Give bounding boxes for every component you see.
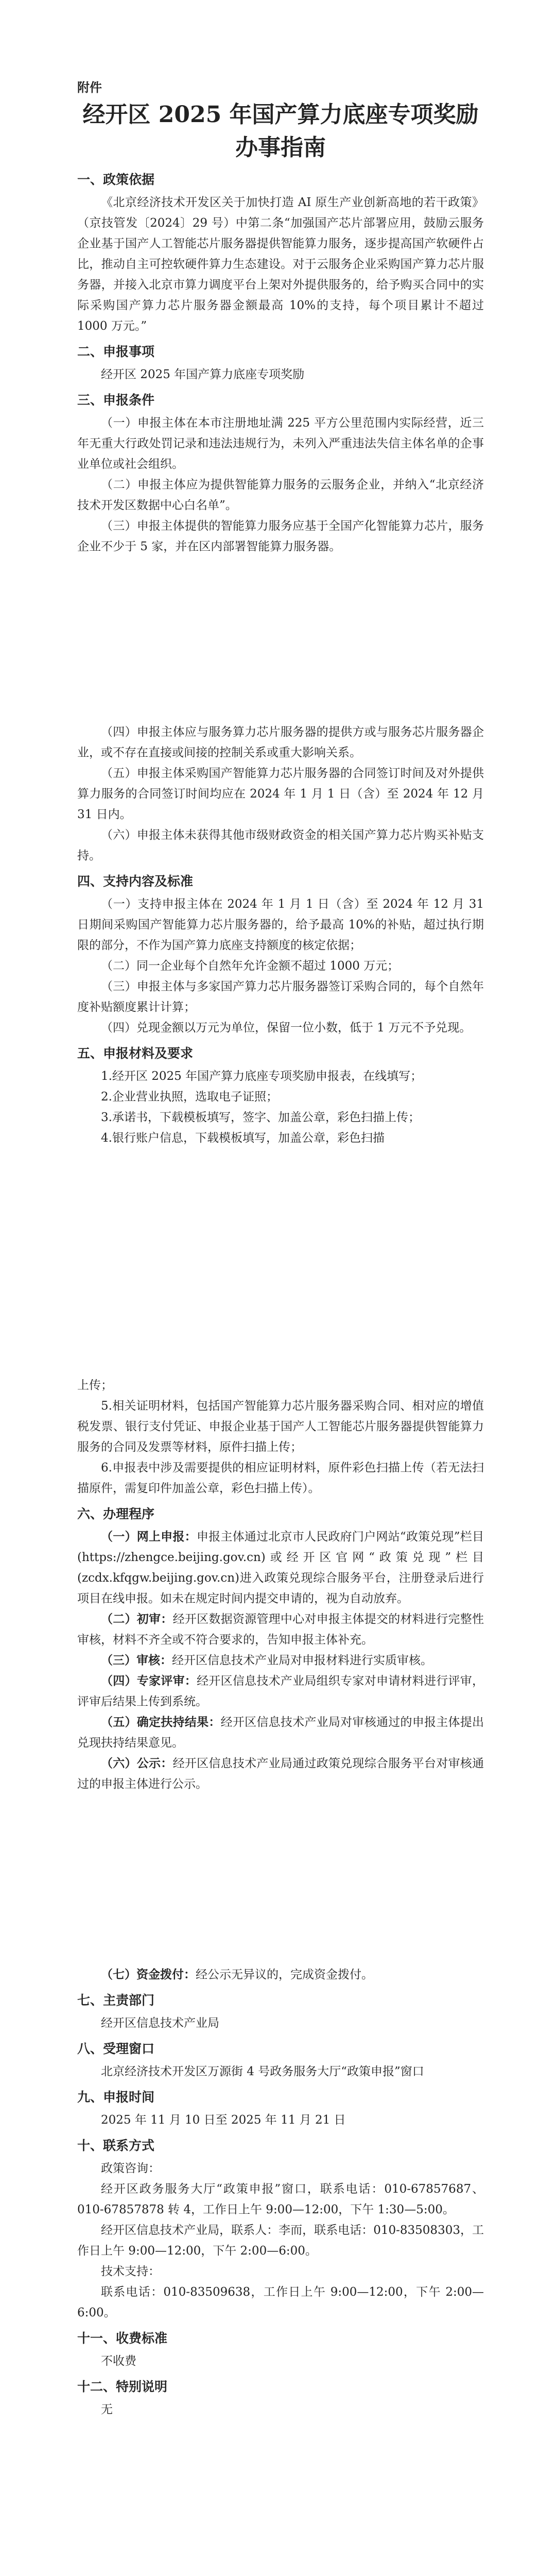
- contact-item: 经开区信息技术产业局，联系人：李而，联系电话：010-83508303，工作日上午 9:00—12:00，下午 2:00—6:00。: [77, 2224, 484, 2258]
- document-title-line1: 经开区 2025 年国产算力底座专项奖励: [82, 101, 479, 128]
- contact-item: 联系电话：010-83509638，工作日上午 9:00—12:00，下午 2:00—6:00。: [77, 2285, 484, 2319]
- material-item: 5.相关证明材料，包括国产智能算力芯片服务器采购合同、相对应的增值税发票、银行支付凭证、申报企业基于国产人工智能芯片服务器提供智能算力服务的合同及发票等材料，原件扫描上传；: [77, 1399, 484, 1454]
- support-item: （二）同一企业每个自然年允许金额不超过 1000 万元；: [101, 959, 399, 973]
- section-heading-application-item: 二、申报事项: [77, 344, 155, 359]
- section-heading-contact: 十、联系方式: [77, 2138, 155, 2153]
- section-heading-materials: 五、申报材料及要求: [77, 1046, 194, 1061]
- step-text: 经开区信息技术产业局对申报材料进行实质审核。: [172, 1654, 432, 1667]
- condition-item: （四）申报主体应与服务算力芯片服务器的提供方或与服务芯片服务器企业，或不存在直接或间接的控制关系或重大影响关系。: [77, 725, 484, 759]
- step-text: 经开区信息技术产业局对审核通过的申报主体提出兑现扶持结果意见。: [77, 1716, 484, 1750]
- step-label: （七）资金拨付：: [101, 1968, 196, 1981]
- material-item: 3.承诺书，下载模板填写，签字、加盖公章，彩色扫描上传；: [101, 1111, 420, 1124]
- step-label: （五）确定扶持结果：: [101, 1716, 221, 1729]
- condition-item: （五）申报主体采购国产智能算力芯片服务器的合同签订时间及对外提供算力服务的合同签订时间均应在 2024 年 1 月 1 日（含）至 2024 年 12 月 31 日内。: [77, 767, 484, 821]
- support-item: （四）兑现金额以万元为单位，保留一位小数，低于 1 万元不予兑现。: [101, 1021, 472, 1035]
- material-item: 6.申报表中涉及需要提供的相应证明材料，原件彩色扫描上传（若无法扫描原件，需复印件加盖公章，彩色扫描上传）。: [77, 1461, 484, 1495]
- step-label: （六）公示：: [101, 1757, 173, 1770]
- page-gap: [77, 1148, 484, 1375]
- section-heading-department: 七、主责部门: [77, 1993, 155, 2008]
- document-title-line2: 办事指南: [235, 134, 326, 161]
- section-heading-conditions: 三、申报条件: [77, 393, 155, 408]
- material-item: 4.银行账户信息，下载模板填写，加盖公章，彩色扫描: [101, 1131, 385, 1145]
- procedure-step: [77, 1712, 484, 1753]
- step-label: （三）审核：: [101, 1654, 172, 1667]
- paragraph: 不收费: [101, 2354, 136, 2368]
- step-label: （四）专家评审：: [101, 1674, 197, 1688]
- condition-item: （二）申报主体应为提供智能算力服务的云服务企业，并纳入“北京经济技术开发区数据中心白名单”。: [77, 478, 484, 512]
- material-item: 1.经开区 2025 年国产算力底座专项奖励申报表，在线填写；: [101, 1070, 423, 1083]
- procedure-step: [77, 1964, 484, 1985]
- section-heading-window: 八、受理窗口: [77, 2041, 155, 2056]
- step-label: （二）初审：: [101, 1613, 173, 1626]
- support-item: （一）支持申报主体在 2024 年 1 月 1 日（含）至 2024 年 12 月 31 日期间采购国产智能算力芯片服务器的，给予最高 10%的补贴，超过执行期限的部分，不作为国产算力底座支持额度的核定依据；: [77, 897, 484, 952]
- procedure-step: [77, 1527, 484, 1609]
- procedure-step: [77, 1650, 484, 1671]
- condition-item: （六）申报主体未获得其他市级财政资金的相关国产算力芯片购买补贴支持。: [77, 828, 484, 862]
- support-item: （三）申报主体与多家国产算力芯片服务器签订采购合同的，每个自然年度补贴额度累计计算；: [77, 980, 484, 1014]
- step-text: 经开区信息技术产业局组织专家对申请材料进行评审，评审后结果上传到系统。: [77, 1674, 484, 1708]
- material-item-continued: 上传；: [77, 1379, 113, 1392]
- section-heading-fees: 十一、收费标准: [77, 2331, 168, 2346]
- procedure-step: [77, 1609, 484, 1650]
- paragraph: 2025 年 11 月 10 日至 2025 年 11 月 21 日: [101, 2113, 346, 2127]
- section-heading-support: 四、支持内容及标准: [77, 874, 194, 889]
- step-text: 经开区数据资源管理中心对申报主体提交的材料进行完整性审核，材料不齐全或不符合要求的，告知申报主体补充。: [77, 1613, 484, 1647]
- step-text: 经公示无异议的，完成资金拨付。: [196, 1968, 373, 1981]
- section-heading-notes: 十二、特别说明: [77, 2379, 168, 2394]
- paragraph: 北京经济技术开发区万源街 4 号政务服务大厅“政策申报”窗口: [101, 2065, 424, 2078]
- page-gap: [77, 1794, 484, 1964]
- condition-item: （一）申报主体在本市注册地址满 225 平方公里范围内实际经营，近三年无重大行政处罚记录和违法违规行为，未列入严重违法失信主体名单的企事业单位或社会组织。: [77, 416, 484, 471]
- procedure-step: [77, 1671, 484, 1712]
- procedure-step: [77, 1753, 484, 1794]
- paragraph: 经开区信息技术产业局: [101, 2016, 219, 2030]
- attachment-label: 附件: [77, 80, 102, 95]
- material-item: 2.企业营业执照，选取电子证照；: [101, 1090, 278, 1104]
- paragraph: 技术支持：: [101, 2265, 160, 2278]
- condition-item: （三）申报主体提供的智能算力服务应基于全国产化智能算力芯片，服务企业不少于 5 家，并在区内部署智能算力服务器。: [77, 519, 484, 553]
- contact-item: 经开区政务服务大厅“政策申报”窗口，联系电话：010-67857687、010-67857878 转 4，工作日上午 9:00—12:00，下午 1:30—5:00。: [77, 2182, 484, 2216]
- step-text: 申报主体通过北京市人民政府门户网站“政策兑现”栏目(https://zhengce.beijing.gov.cn)或经开区官网“政策兑现”栏目(zcdx.kfqgw.beijing.gov.cn)进入政策兑现综合服务平台，注册登录后进行项目在线申报。如未在规定时间内提交申请的，视为自动放弃。: [77, 1530, 484, 1605]
- section-heading-time: 九、申报时间: [77, 2090, 155, 2105]
- section-heading-procedure: 六、办理程序: [77, 1506, 155, 1521]
- page-gap: [77, 557, 484, 722]
- paragraph: 政策咨询：: [101, 2162, 160, 2175]
- paragraph: 经开区 2025 年国产算力底座专项奖励: [101, 368, 305, 381]
- section-heading-policy-basis: 一、政策依据: [77, 172, 155, 187]
- paragraph: 无: [101, 2403, 113, 2416]
- document-body: [77, 77, 484, 2420]
- paragraph: 《北京经济技术开发区关于加快打造 AI 原生产业创新高地的若干政策》（京技管发〔2024〕29 号）中第二条“加强国产芯片部署应用，鼓励云服务企业基于国产人工智能芯片服务器提供智能算力服务，逐步提高国产软硬件占比，推动自主可控软硬件算力生态建设。对于云服务企业采购国产算力芯片服务器，并接入北京市算力调度平台上架对外提供服务的，给予购买合同中的实际采购国产算力芯片服务器金额最高 10%的支持，每个项目累计不超过 1000 万元。”: [77, 196, 484, 333]
- step-text: 经开区信息技术产业局通过政策兑现综合服务平台对审核通过的申报主体进行公示。: [77, 1757, 484, 1791]
- step-label: （一）网上申报：: [101, 1530, 197, 1544]
